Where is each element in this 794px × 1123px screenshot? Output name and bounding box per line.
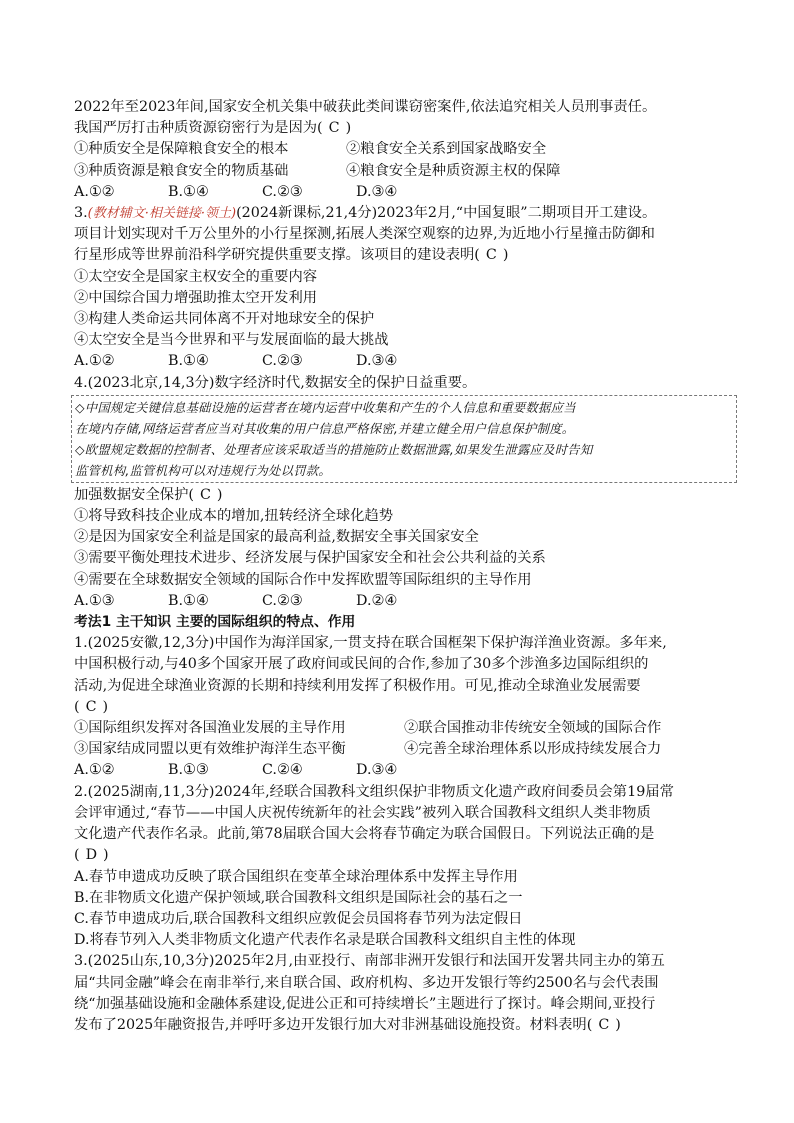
s1-options-row-1 (74, 718, 734, 739)
choice-d: D.将春节列入人类非物质文化遗产代表作名录是联合国教科文组织自主性的体现 (74, 932, 576, 949)
material-line: ◇欧盟规定数据的控制者、处理者应该采取适当的措施防止数据泄露,如果发生泄露应及时告知 (75, 441, 593, 457)
q3-stem-line-1: 3.(教材辅文·相关链接·领土)(2024新课标,21,4分)2023年2月,“中国复眼”二期项目开工建设。 (74, 205, 657, 222)
q4-question: 加强数据安全保护( C ) (74, 485, 734, 506)
choice-a: A.春节申遗成功反映了联合国组织在变革全球治理体系中发挥主导作用 (74, 868, 518, 885)
s2-stem-line-2: 会评审通过,“春节——中国人庆祝传统新年的社会实践”被列入联合国教科文组织人类非物质 (74, 804, 651, 821)
statement: ②中国综合国力增强助推太空开发利用 (74, 289, 318, 306)
choice-a: A.①③ (74, 592, 115, 609)
material-line: 监管机构,监管机构可以对违规行为处以罚款。 (75, 462, 331, 478)
choice-d: D.③④ (356, 762, 398, 779)
answer-letter: D (85, 847, 98, 864)
q4-choices (74, 591, 734, 612)
statement: ②联合国推动非传统安全领域的国际合作 (404, 720, 662, 737)
s3-stem-line-4: 发布了2025年融资报告,并呼吁多边开发银行加大对非洲基础设施投资。材料表明( C ) (74, 1015, 734, 1036)
s2-stem-line-3: 文化遗产代表作名录。此前,第78届联合国大会将春节确定为联合国假日。下列说法正确的是 (74, 826, 655, 843)
intro-options-row-2 (74, 161, 734, 182)
statement: ③构建人类命运共同体离不开对地球安全的保护 (74, 311, 375, 328)
choice-b: B.①④ (168, 592, 209, 609)
q3-stem-line-3: 行星形成等世界前沿科学研究提供重要支撑。该项目的建设表明( C ) (74, 245, 734, 266)
s3-stem-line-1: 3.(2025山东,10,3分)2025年2月,由亚投行、南部非洲开发银行和法国开发署共同主办的第五 (74, 953, 665, 970)
s2-stem-line-1: 2.(2025湖南,11,3分)2024年,经联合国教科文组织保护非物质文化遗产政府间委员会第19届常 (74, 783, 674, 800)
answer-letter: C (85, 698, 97, 715)
intro-question: 我国严厉打击种质资源窃密行为是因为( C ) (74, 118, 734, 139)
statement: ②粮食安全关系到国家战略安全 (346, 141, 547, 158)
intro-choices (74, 182, 734, 203)
q4-stem: 4.(2023北京,14,3分)数字经济时代,数据安全的保护日益重要。 (74, 374, 477, 391)
s3-stem-line-3: 绕“加强基础设施和金融体系建设,促进公正和可持续增长”主题进行了探讨。峰会期间,亚投行 (74, 995, 656, 1012)
choice-d: D.③④ (356, 353, 398, 370)
choice-a: A.①② (74, 353, 115, 370)
statement: ②是因为国家安全利益是国家的最高利益,数据安全事关国家安全 (74, 529, 479, 546)
statement: ④太空安全是当今世界和平与发展面临的最大挑战 (74, 332, 389, 349)
choice-b: B.①④ (168, 183, 209, 200)
statement: ③需要平衡处理技术进步、经济发展与保护国家安全和社会公共利益的关系 (74, 550, 546, 567)
q3-stem-line-2: 项目计划实现对千万公里外的小行星探测,拓展人类深空观察的边界,为近地小行星撞击防御和 (74, 226, 655, 243)
statement: ③种质资源是粮食安全的物质基础 (74, 162, 289, 179)
choice-c: C.春节申遗成功后,联合国教科文组织应敦促会员国将春节列为法定假日 (74, 910, 523, 927)
s1-choices (74, 760, 734, 781)
choice-b: B.①③ (168, 762, 209, 779)
choice-c: C.②③ (262, 353, 303, 370)
choice-b: B.①④ (168, 353, 209, 370)
s1-answer: ( C ) (74, 697, 734, 718)
statement: ①种质安全是保障粮食安全的根本 (74, 141, 289, 158)
choice-a: A.①② (74, 183, 115, 200)
choice-c: C.②③ (262, 183, 303, 200)
s3-stem-line-2: 届“共同金融”峰会在南非举行,来自联合国、政府机构、多边开发银行等约2500名与会代表围 (74, 974, 659, 991)
material-line: 在境内存储,网络运营者应当对其收集的用户信息严格保密,并建立健全用户信息保护制度。 (75, 420, 575, 436)
answer-letter: C (328, 120, 340, 137)
statement: ④需要在全球数据安全领域的国际合作中发挥欧盟等国际组织的主导作用 (74, 571, 532, 588)
choice-d: D.②④ (356, 592, 398, 609)
statement: ④完善全球治理体系以形成持续发展合力 (404, 741, 662, 758)
statement: ①国际组织发挥对各国渔业发展的主导作用 (74, 720, 346, 737)
answer-letter: C (485, 247, 497, 264)
choice-b: B.在非物质文化遗产保护领域,联合国教科文组织是国际社会的基石之一 (74, 889, 523, 906)
statement: ①太空安全是国家主权安全的重要内容 (74, 268, 318, 285)
source-tag: (教材辅文·相关链接·领土) (87, 206, 237, 222)
document-body (74, 97, 734, 1036)
statement: ④粮食安全是种质资源主权的保障 (346, 162, 561, 179)
material-box (71, 395, 737, 483)
s1-options-row-2 (74, 739, 734, 760)
material-line: ◇中国规定关键信息基础设施的运营者在境内运营中收集和产生的个人信息和重要数据应当 (75, 399, 576, 415)
section-heading: 考法1 主干知识 主要的国际组织的特点、作用 (74, 614, 356, 631)
answer-letter: C (598, 1016, 610, 1033)
s1-stem-line-3: 活动,为促进全球渔业资源的长期和持续利用发挥了积极作用。可见,推动全球渔业发展需要 (74, 677, 641, 694)
statement: ③国家结成同盟以更有效维护海洋生态平衡 (74, 741, 346, 758)
s1-stem-line-2: 中国积极行动,与40多个国家开展了政府间或民间的合作,参加了30多个涉渔多边国际组织的 (74, 656, 649, 673)
s1-stem-line-1: 1.(2025安徽,12,3分)中国作为海洋国家,一贯支持在联合国框架下保护海洋渔业资源。多年来, (74, 635, 667, 652)
choice-a: A.①② (74, 762, 115, 779)
answer-letter: C (199, 486, 211, 503)
choice-d: D.③④ (356, 183, 398, 200)
intro-line-1: 2022年至2023年间,国家安全机关集中破获此类间谍窃密案件,依法追究相关人员刑事责任。 (74, 99, 657, 115)
statement: ①将导致科技企业成本的增加,扭转经济全球化趋势 (74, 508, 394, 525)
q3-choices (74, 351, 734, 372)
choice-c: C.②④ (262, 762, 303, 779)
intro-options-row-1 (74, 139, 734, 160)
s2-answer: ( D ) (74, 845, 734, 866)
choice-c: C.②③ (262, 592, 303, 609)
